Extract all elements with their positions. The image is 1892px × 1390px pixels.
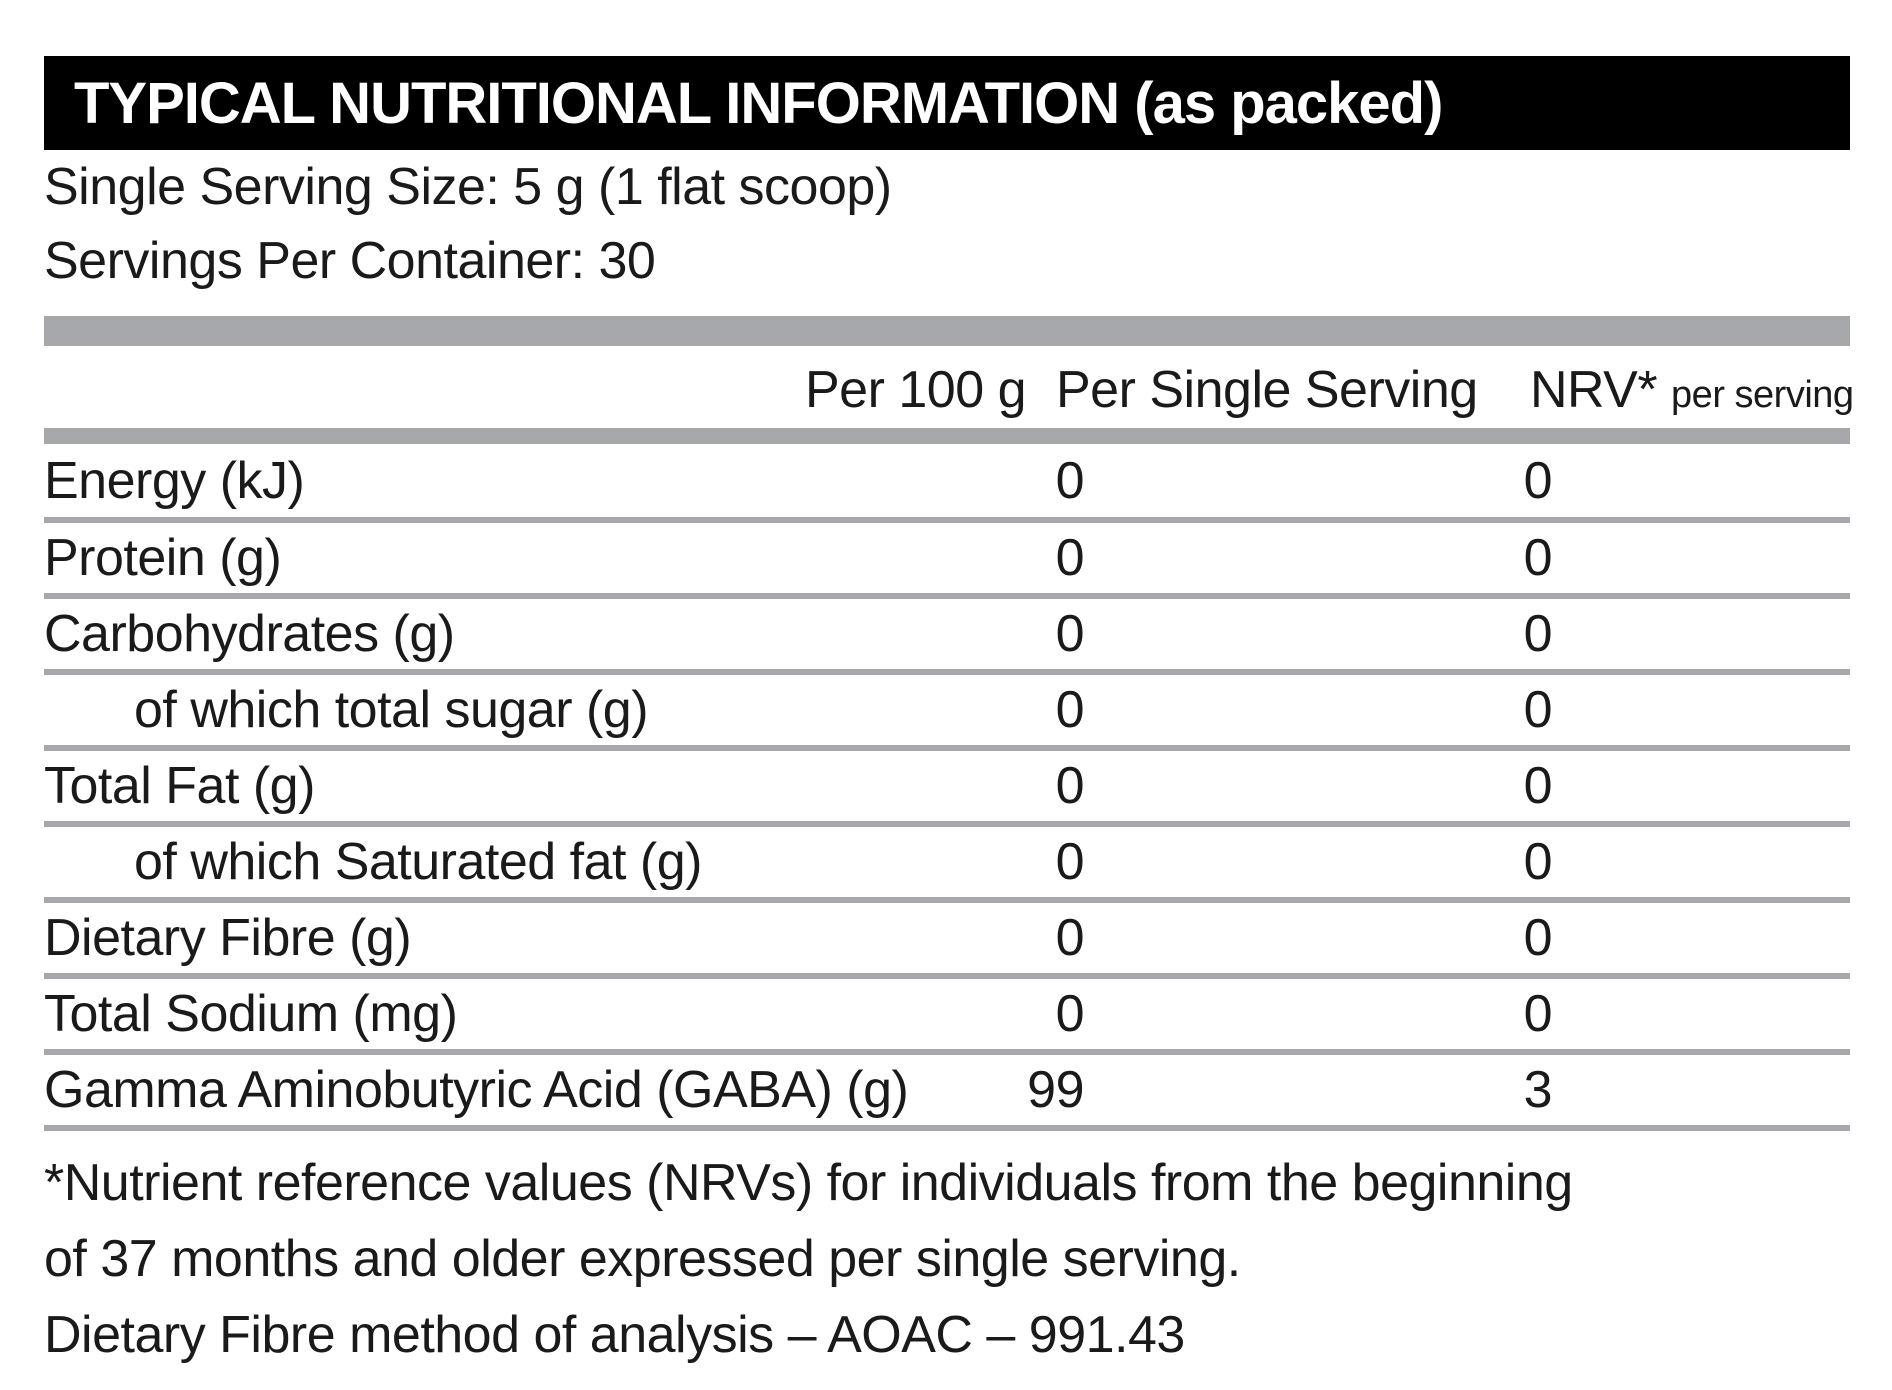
value-per-serving: 0 xyxy=(1084,672,1552,748)
nutrition-table xyxy=(44,444,1850,1131)
value-per-100g: 99 xyxy=(934,1052,1084,1128)
value-nrv xyxy=(1552,900,1850,976)
nutrient-label: of which Saturated fat (g) xyxy=(44,824,934,900)
value-nrv xyxy=(1552,748,1850,824)
value-per-100g: 0 xyxy=(934,748,1084,824)
value-per-100g: 0 xyxy=(934,520,1084,596)
serving-size: Single Serving Size: 5 g (1 flat scoop) xyxy=(44,158,892,216)
table-row xyxy=(44,520,1850,596)
nutrient-label: Dietary Fibre (g) xyxy=(44,900,934,976)
panel-title: TYPICAL NUTRITIONAL INFORMATION (as packed) xyxy=(44,56,1850,150)
nutrient-label: Energy (kJ) xyxy=(44,444,934,520)
value-per-100g: 0 xyxy=(934,596,1084,672)
table-row xyxy=(44,444,1850,520)
footnote-line: of 37 months and older expressed per single serving. xyxy=(44,1230,1241,1288)
header-divider xyxy=(44,428,1850,444)
header-nrv xyxy=(1530,360,1854,420)
nutrient-label: of which total sugar (g) xyxy=(44,672,934,748)
value-per-serving: 0 xyxy=(1084,976,1552,1052)
table-row xyxy=(44,596,1850,672)
value-per-100g: 0 xyxy=(934,976,1084,1052)
table-row xyxy=(44,976,1850,1052)
footnote-line: *Nutrient reference values (NRVs) for individuals from the beginning xyxy=(44,1154,1573,1212)
value-per-serving: 0 xyxy=(1084,748,1552,824)
value-per-serving: 0 xyxy=(1084,444,1552,520)
header-nrv-label: NRV* xyxy=(1530,361,1658,419)
value-per-100g: 0 xyxy=(934,824,1084,900)
header-nrv-suffix: per serving xyxy=(1671,374,1854,416)
value-per-serving: 0 xyxy=(1084,596,1552,672)
value-nrv xyxy=(1552,596,1850,672)
value-nrv xyxy=(1552,824,1850,900)
nutrient-label: Protein (g) xyxy=(44,520,934,596)
value-per-100g: 0 xyxy=(934,900,1084,976)
value-per-serving: 0 xyxy=(1084,900,1552,976)
table-row xyxy=(44,1052,1850,1128)
nutrition-panel xyxy=(44,56,1854,1373)
header-per-serving: Per Single Serving xyxy=(1056,361,1478,419)
value-per-serving: 0 xyxy=(1084,520,1552,596)
table-row xyxy=(44,824,1850,900)
value-nrv xyxy=(1552,520,1850,596)
header-per-100g: Per 100 g xyxy=(805,361,1026,419)
table-row xyxy=(44,900,1850,976)
servings-per-container: Servings Per Container: 30 xyxy=(44,232,656,290)
divider-bar xyxy=(44,316,1850,346)
nutrient-label: Total Fat (g) xyxy=(44,748,934,824)
table-row xyxy=(44,672,1850,748)
nutrient-label: Carbohydrates (g) xyxy=(44,596,934,672)
value-nrv xyxy=(1552,444,1850,520)
value-per-100g: 0 xyxy=(934,444,1084,520)
column-headers xyxy=(44,346,1854,428)
value-per-serving: 3 xyxy=(1084,1052,1552,1128)
value-per-serving: 0 xyxy=(1084,824,1552,900)
value-per-100g: 0 xyxy=(934,672,1084,748)
nutrient-label: Gamma Aminobutyric Acid (GABA) (g) xyxy=(44,1052,934,1128)
value-nrv xyxy=(1552,976,1850,1052)
nutrient-label: Total Sodium (mg) xyxy=(44,976,934,1052)
table-row xyxy=(44,748,1850,824)
footnotes xyxy=(44,1145,1850,1373)
footnote-line: Dietary Fibre method of analysis – AOAC – 991.43 xyxy=(44,1306,1185,1364)
value-nrv xyxy=(1552,672,1850,748)
value-nrv xyxy=(1552,1052,1850,1128)
